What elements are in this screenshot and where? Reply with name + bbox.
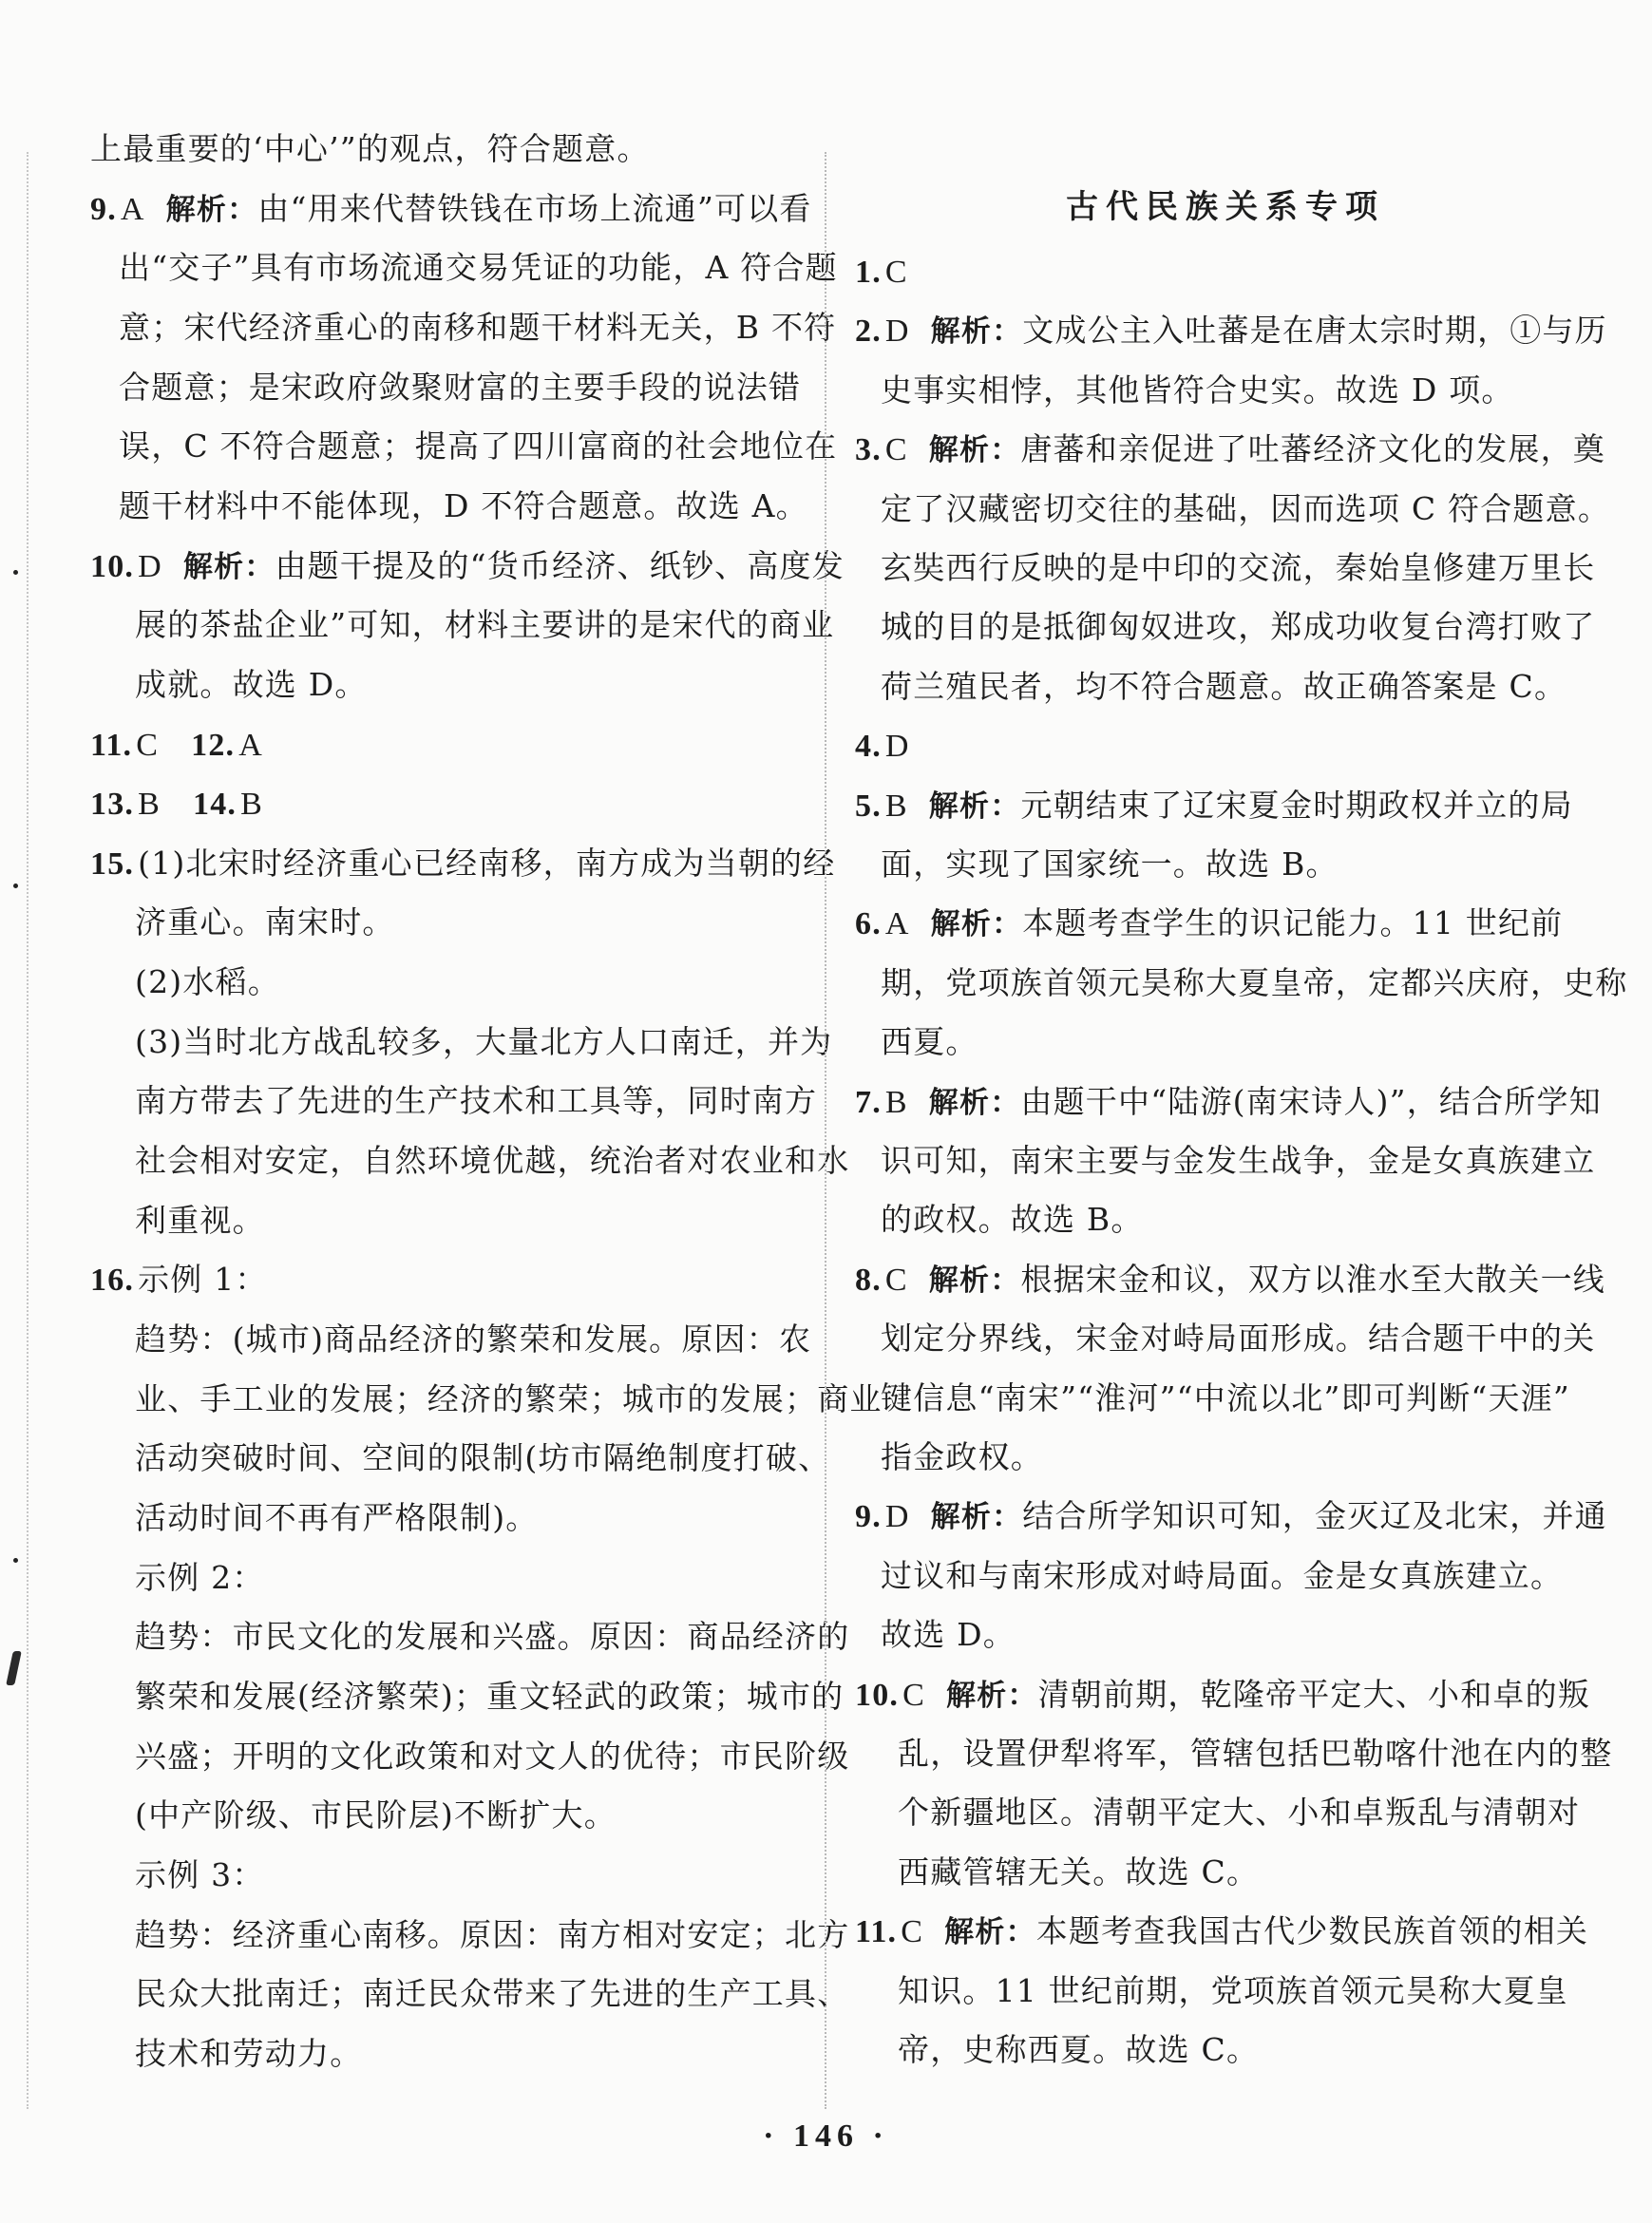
line-text: 上最重要的‘中心’”的观点，符合题意。 <box>90 130 650 167</box>
text-line <box>135 1736 849 1777</box>
line-text: 合题意；是宋政府敛聚财富的主要手段的说法错 <box>119 368 802 406</box>
analysis-label: 解析： <box>930 1500 1023 1535</box>
text-line <box>135 961 280 1003</box>
line-text: 趋势：经济重心南移。原因：南方相对安定；北方 <box>135 1915 850 1953</box>
text-line <box>119 426 837 467</box>
question-number: 12. <box>191 727 236 763</box>
analysis-label: 解析： <box>928 433 1021 468</box>
text-line <box>881 1555 1563 1597</box>
question-number: 6. <box>855 906 882 942</box>
analysis-label: 解析： <box>946 1678 1038 1713</box>
line-text: (中产阶级、市民阶层)不断扩大。 <box>135 1796 617 1834</box>
line-text: 活动突破时间、空间的限制(坊市隔绝制度打破、 <box>135 1439 831 1477</box>
scan-mark <box>13 1558 18 1563</box>
scan-mark <box>13 570 18 575</box>
question-number: 10. <box>855 1677 900 1713</box>
line-text: 趋势：(城市)商品经济的繁荣和发展。原因：农 <box>135 1320 812 1358</box>
line-text: 意；宋代经济重心的南移和题干材料无关，B 不符 <box>119 308 837 346</box>
question-number: 8. <box>855 1262 882 1298</box>
line-text: 本题考查我国古代少数民族首领的相关 <box>1035 1912 1589 1950</box>
text-line <box>855 1259 1605 1302</box>
answer-letter: C <box>902 1677 925 1713</box>
line-text: 成就。故选 D。 <box>135 665 368 703</box>
question-number: 9. <box>90 191 117 227</box>
text-line <box>135 1437 830 1479</box>
line-text: 技术和劳动力。 <box>135 2034 363 2072</box>
text-line <box>881 666 1567 708</box>
text-line <box>135 1319 811 1360</box>
text-line <box>881 1021 978 1063</box>
text-line <box>119 307 836 349</box>
text-line <box>881 547 1595 589</box>
text-line <box>855 1081 1602 1124</box>
answer-letter: B <box>240 787 263 823</box>
text-line <box>855 1674 1590 1717</box>
text-line <box>135 1973 849 2015</box>
question-number: 15. <box>90 846 135 882</box>
analysis-label: 解析： <box>182 549 275 584</box>
text-line <box>90 1259 268 1302</box>
text-line <box>90 783 263 826</box>
line-text: 由题干提及的“货币经济、纸钞、高度发 <box>275 546 845 584</box>
question-number: 1. <box>855 255 882 290</box>
answer-letter: A <box>238 727 263 763</box>
line-text: 键信息“南宋”“淮河”“中流以北”即可判断“天涯” <box>881 1378 1570 1416</box>
answer-letter: D <box>884 314 910 350</box>
text-line <box>135 2033 362 2075</box>
answer-letter: B <box>884 788 908 824</box>
answer-letter: C <box>884 1262 908 1298</box>
question-number: 7. <box>855 1084 882 1120</box>
line-text: 示例 1： <box>138 1261 268 1299</box>
text-line <box>855 251 908 294</box>
text-line <box>135 1914 849 1956</box>
text-line <box>881 844 1339 885</box>
answer-letter: D <box>884 1499 910 1535</box>
line-text: 城的目的是抵御匈奴进攻，郑成功收复台湾打败了 <box>881 608 1596 646</box>
line-text: 文成公主入吐蕃是在唐太宗时期，①与历 <box>1022 312 1607 350</box>
analysis-label: 解析： <box>930 907 1023 942</box>
line-text: 兴盛；开明的文化政策和对文人的优待；市民阶级 <box>135 1737 850 1775</box>
text-line <box>90 843 835 885</box>
line-text: 结合所学知识可知，金灭辽及北宋，并通 <box>1022 1497 1607 1535</box>
text-line <box>898 1852 1259 1893</box>
answer-letter: C <box>136 727 160 763</box>
line-text: 活动时间不再有严格限制)。 <box>135 1498 539 1536</box>
answer-letter: A <box>884 906 910 942</box>
question-number: 2. <box>855 314 882 350</box>
line-text: 识可知，南宋主要与金发生战争，金是女真族建立 <box>881 1142 1596 1179</box>
question-number: 3. <box>855 432 882 468</box>
line-text: 西夏。 <box>881 1023 978 1061</box>
text-line <box>90 545 845 588</box>
text-line <box>881 1199 1144 1241</box>
text-line <box>881 1378 1570 1419</box>
text-line <box>855 902 1563 945</box>
text-line <box>881 1436 1043 1478</box>
scan-mark <box>13 884 18 888</box>
line-text: 民众大批南迁；南迁民众带来了先进的生产工具、 <box>135 1975 850 2013</box>
answer-letter: D <box>138 548 162 584</box>
text-line <box>135 1021 832 1063</box>
line-text: 荷兰殖民者，均不符合题意。故正确答案是 C。 <box>881 667 1567 705</box>
line-text: (2)水稻。 <box>135 963 280 1001</box>
question-number: 13. <box>90 787 135 823</box>
text-line <box>898 1733 1612 1775</box>
text-line <box>135 1676 844 1718</box>
line-text: 出“交子”具有市场流通交易凭证的功能，A 符合题 <box>119 249 838 287</box>
text-line <box>898 1792 1580 1834</box>
line-text: 南方带去了先进的生产技术和工具等，同时南方 <box>135 1082 818 1120</box>
line-text: 趋势：市民文化的发展和兴盛。原因：商品经济的 <box>135 1618 850 1656</box>
text-line <box>855 1910 1588 1953</box>
line-text: 由题干中“陆游(南宋诗人)”，结合所学知 <box>1020 1082 1602 1120</box>
line-text: 划定分界线，宋金对峙局面形成。结合题干中的关 <box>881 1320 1596 1358</box>
question-number: 16. <box>90 1263 135 1299</box>
text-line <box>855 725 910 768</box>
analysis-label: 解析： <box>165 192 258 227</box>
answer-letter: C <box>901 1914 924 1950</box>
text-line <box>90 128 650 170</box>
text-line <box>135 1854 265 1896</box>
answer-letter: A <box>120 191 145 227</box>
answer-letter: B <box>138 787 161 823</box>
question-number: 11. <box>855 1914 898 1950</box>
line-text: 指金政权。 <box>881 1438 1043 1475</box>
line-text: 由“用来代替铁钱在市场上流通”可以看 <box>257 189 812 227</box>
text-line <box>881 488 1610 530</box>
line-text: 乱，设置伊犁将军，管辖包括巴勒喀什池在内的整 <box>898 1735 1613 1772</box>
question-number: 9. <box>855 1499 882 1535</box>
text-line <box>135 1200 265 1242</box>
text-line <box>898 2029 1259 2071</box>
text-line <box>119 485 808 527</box>
page-number: · 146 · <box>763 2118 889 2154</box>
column-divider <box>825 152 826 2109</box>
text-line <box>855 428 1605 471</box>
binding-edge-rule <box>27 152 28 2109</box>
text-line <box>855 1495 1607 1538</box>
line-text: 业、手工业的发展；经济的繁荣；城市的发展；商业 <box>135 1379 883 1417</box>
line-text: 本题考查学生的识记能力。11 世纪前 <box>1022 904 1564 942</box>
line-text: 示例 3： <box>135 1855 265 1893</box>
text-line <box>881 1140 1595 1182</box>
line-text: 定了汉藏密切交往的基础，因而选项 C 符合题意。 <box>881 489 1611 527</box>
line-text: 济重心。南宋时。 <box>135 903 395 941</box>
question-number: 4. <box>855 729 882 765</box>
text-line <box>898 1970 1568 2012</box>
line-text: 的政权。故选 B。 <box>881 1201 1144 1239</box>
line-text: (3)当时北方战乱较多，大量北方人口南迁，并为 <box>135 1022 833 1060</box>
question-number: 10. <box>90 548 135 584</box>
line-text: 展的茶盐企业”可知，材料主要讲的是宋代的商业 <box>135 606 835 644</box>
line-text: 过议和与南宋形成对峙局面。金是女真族建立。 <box>881 1556 1564 1594</box>
line-text: 个新疆地区。清朝平定大、小和卓叛乱与清朝对 <box>898 1794 1581 1832</box>
question-number: 5. <box>855 788 882 824</box>
line-text: 玄奘西行反映的是中印的交流，秦始皇修建万里长 <box>881 549 1596 586</box>
line-text: (1)北宋时经济重心已经南移，南方成为当朝的经 <box>138 844 836 882</box>
line-text: 故选 D。 <box>881 1616 1016 1654</box>
line-text: 期，党项族首领元昊称大夏皇帝，定都兴庆府，史称 <box>881 963 1628 1001</box>
analysis-label: 解析： <box>930 314 1023 350</box>
analysis-label: 解析： <box>928 1263 1021 1298</box>
analysis-label: 解析： <box>928 788 1021 824</box>
line-text: 元朝结束了辽宋夏金时期政权并立的局 <box>1020 786 1573 824</box>
line-text: 示例 2： <box>135 1558 265 1596</box>
answer-letter: C <box>884 432 908 468</box>
question-number: 11. <box>90 727 133 763</box>
text-line <box>881 606 1595 648</box>
text-line <box>135 1497 538 1539</box>
line-text: 史事实相悖，其他皆符合史实。故选 D 项。 <box>881 370 1514 408</box>
line-text: 知识。11 世纪前期，党项族首领元昊称大夏皇 <box>898 1971 1568 2009</box>
answer-letter: C <box>884 255 908 290</box>
text-line <box>119 247 838 289</box>
line-text: 繁荣和发展(经济繁荣)；重文轻武的政策；城市的 <box>135 1677 845 1715</box>
text-line <box>881 962 1628 1004</box>
text-line <box>881 370 1514 411</box>
text-line <box>135 1557 265 1599</box>
text-line <box>90 188 812 231</box>
analysis-label: 解析： <box>928 1085 1021 1120</box>
text-line <box>135 1140 849 1182</box>
analysis-label: 解析： <box>944 1915 1036 1950</box>
scan-mark <box>6 1651 22 1685</box>
line-text: 唐蕃和亲促进了吐蕃经济文化的发展，奠 <box>1020 430 1606 468</box>
text-line <box>881 1318 1595 1359</box>
text-line <box>135 1080 817 1122</box>
text-line <box>855 310 1607 352</box>
text-line <box>119 367 801 408</box>
text-line <box>135 604 834 646</box>
line-text: 社会相对安定，自然环境优越，统治者对农业和水 <box>135 1142 850 1180</box>
text-line <box>135 1616 849 1658</box>
question-number: 14. <box>193 787 237 823</box>
line-text: 误，C 不符合题意；提高了四川富商的社会地位在 <box>119 428 838 466</box>
text-line <box>855 785 1573 827</box>
text-line <box>135 664 368 706</box>
text-line <box>135 1795 617 1836</box>
answer-letter: B <box>884 1084 908 1120</box>
text-line <box>90 724 263 767</box>
line-text: 利重视。 <box>135 1201 265 1239</box>
text-line <box>881 1614 1016 1656</box>
line-text: 西藏管辖无关。故选 C。 <box>898 1852 1260 1890</box>
line-text: 题干材料中不能体现，D 不符合题意。故选 A。 <box>119 486 808 524</box>
answer-letter: D <box>884 729 910 765</box>
line-text: 帝，史称西夏。故选 C。 <box>898 2031 1260 2068</box>
line-text: 清朝前期，乾隆帝平定大、小和卓的叛 <box>1037 1675 1591 1713</box>
section-title: 古代民族关系专项 <box>1066 188 1385 226</box>
line-text: 面，实现了国家统一。故选 B。 <box>881 846 1339 883</box>
line-text: 根据宋金和议，双方以淮水至大散关一线 <box>1020 1260 1606 1298</box>
text-line <box>135 1378 883 1420</box>
text-line <box>135 902 395 943</box>
